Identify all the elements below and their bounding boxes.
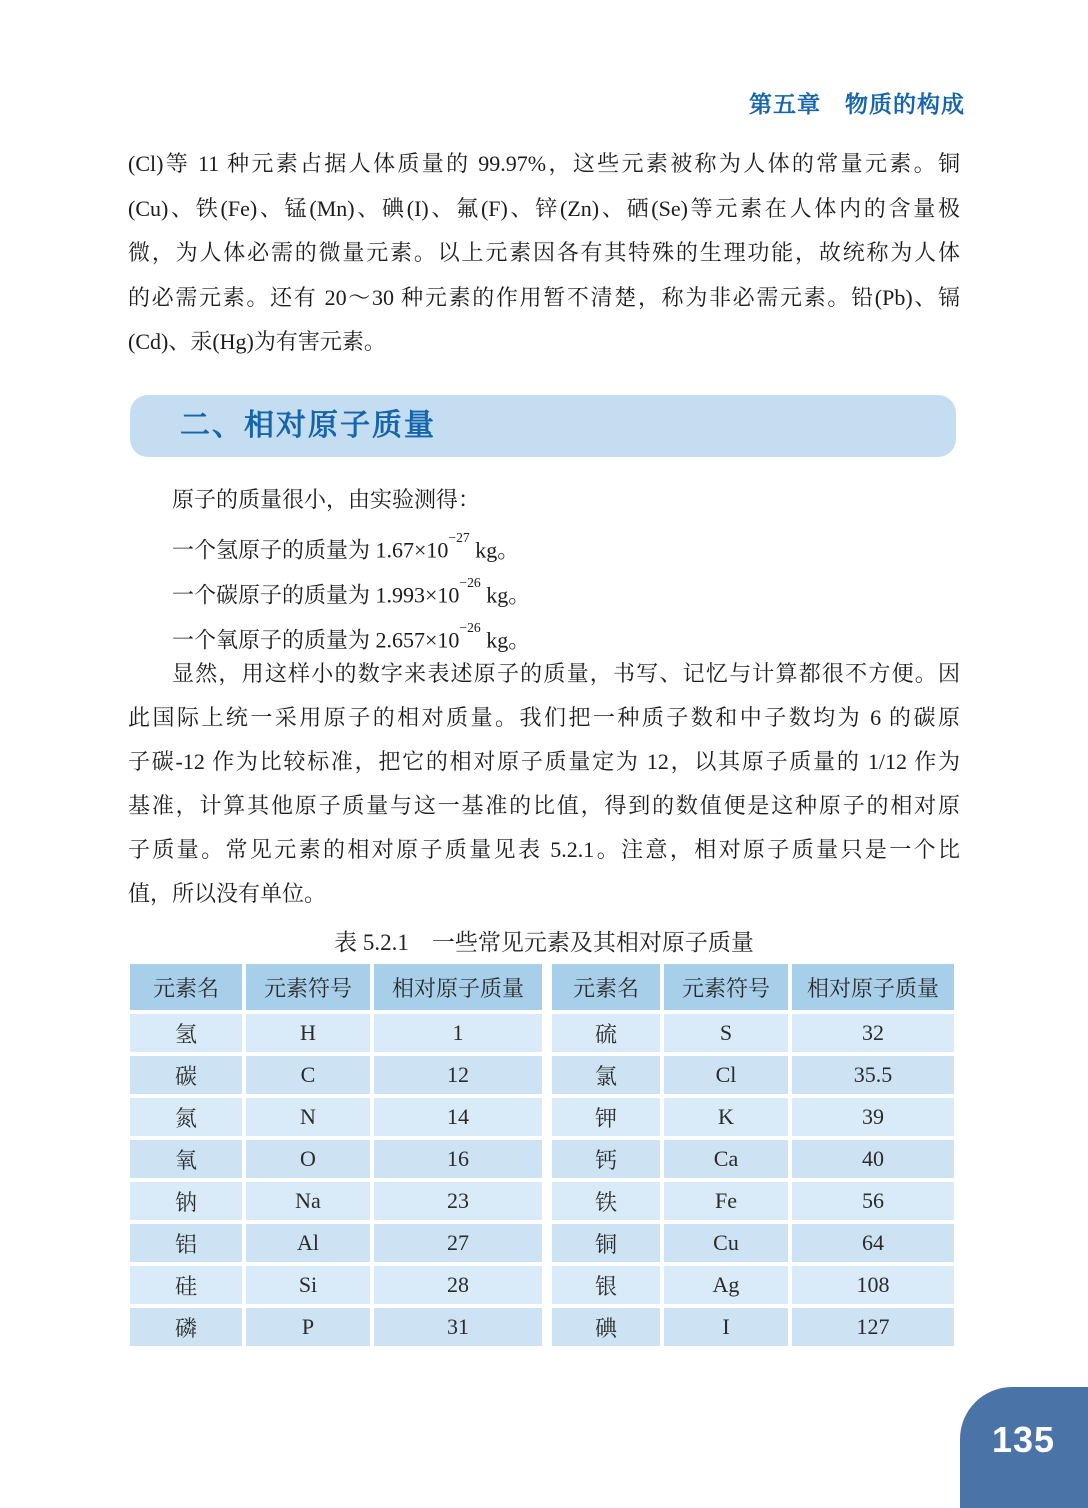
text-line: 值，所以没有单位。 [128,881,327,906]
element-symbol-cell: H [246,1014,370,1052]
exponent: −26 [459,574,481,590]
column-header-element-name: 元素名 [552,964,660,1010]
page-number-badge [960,1387,1088,1508]
mass-unit: kg。 [480,582,531,608]
column-header-relative-mass: 相对原子质量 [374,964,542,1010]
element-name-cell: 硫 [552,1014,660,1052]
element-symbol-cell: Al [246,1224,370,1262]
relative-atomic-mass-table [126,960,976,1350]
table-header-row [552,964,954,1010]
mass-unit: kg。 [469,537,520,563]
atomic-mass-cell: 14 [374,1098,542,1136]
table-row [552,1098,954,1136]
element-symbol-cell: N [246,1098,370,1136]
text-line: 微，为人体必需的微量元素。以上元素因各有其特殊的生理功能，故统称为人体 [128,240,960,265]
atomic-mass-cell: 12 [374,1056,542,1094]
text-line: (Cl)等 11 种元素占据人体质量的 99.97%，这些元素被称为人体的常量元素。铜 [128,151,960,176]
table-row [130,1182,542,1220]
element-symbol-cell: C [246,1056,370,1094]
element-symbol-cell: O [246,1140,370,1178]
atomic-mass-cell: 108 [792,1266,954,1304]
table-row [130,1308,542,1346]
text-line: 原子的质量很小，由实验测得： [172,487,481,512]
chapter-header: 第五章 物质的构成 [749,91,965,117]
text-line: 显然，用这样小的数字来表述原子的质量，书写、记忆与计算都很不方便。因 [172,661,960,686]
paragraph-relative-mass [128,652,960,916]
table-row [552,1014,954,1052]
atomic-mass-cell: 27 [374,1224,542,1262]
text-line: 基准，计算其他原子质量与这一基准的比值，得到的数值便是这种原子的相对原 [128,793,960,818]
atomic-mass-line [128,567,960,612]
element-symbol-cell: Na [246,1182,370,1220]
section-heading-box [130,395,956,457]
table-row [552,1182,954,1220]
atomic-mass-cell: 35.5 [792,1056,954,1094]
text-line: 的必需元素。还有 20～30 种元素的作用暂不清楚，称为非必需元素。铅(Pb)、镉 [128,284,960,310]
page-number: 135 [992,1419,1056,1460]
table-row [130,1266,542,1304]
text-line: (Cu)、铁(Fe)、锰(Mn)、碘(I)、氟(F)、锌(Zn)、硒(Se)等元素在人体内的含量极 [128,195,960,221]
text-line: (Cd)、汞(Hg)为有害元素。 [128,329,386,354]
element-name-cell: 氮 [130,1098,242,1136]
element-symbol-cell: Si [246,1266,370,1304]
atomic-mass-cell: 1 [374,1014,542,1052]
atomic-mass-cell: 56 [792,1182,954,1220]
paragraph-atomic-mass [128,477,960,657]
element-symbol-cell: Fe [664,1182,788,1220]
element-symbol-cell: Ag [664,1266,788,1304]
table-row [552,1308,954,1346]
table-row [130,1098,542,1136]
element-name-cell: 钾 [552,1098,660,1136]
atomic-mass-cell: 39 [792,1098,954,1136]
column-header-element-symbol: 元素符号 [664,964,788,1010]
element-name-cell: 钙 [552,1140,660,1178]
table-caption: 表 5.2.1 一些常见元素及其相对原子质量 [334,930,754,955]
atomic-mass-cell: 127 [792,1308,954,1346]
element-name-cell: 钠 [130,1182,242,1220]
element-name-cell: 银 [552,1266,660,1304]
element-table-left [126,960,546,1350]
section-heading: 二、相对原子质量 [180,409,436,442]
atomic-mass-line [128,612,960,657]
element-name-cell: 氯 [552,1056,660,1094]
table-row [130,1224,542,1262]
text-line: 此国际上统一采用原子的相对质量。我们把一种质子数和中子数均为 6 的碳原 [128,705,960,730]
table-row [552,1266,954,1304]
column-header-relative-mass: 相对原子质量 [792,964,954,1010]
element-name-cell: 碳 [130,1056,242,1094]
table-header-row [130,964,542,1010]
text-line: 子质量。常见元素的相对原子质量见表 5.2.1。注意，相对原子质量只是一个比 [128,837,960,862]
column-header-element-name: 元素名 [130,964,242,1010]
element-name-cell: 硅 [130,1266,242,1304]
element-table-right [548,960,958,1350]
element-symbol-cell: S [664,1014,788,1052]
element-name-cell: 铜 [552,1224,660,1262]
mass-value: 一个氢原子的质量为 1.67×10 [172,537,449,563]
atomic-mass-cell: 31 [374,1308,542,1346]
column-header-element-symbol: 元素符号 [246,964,370,1010]
table-row [130,1140,542,1178]
atomic-mass-cell: 28 [374,1266,542,1304]
table-row [552,1056,954,1094]
element-name-cell: 铁 [552,1182,660,1220]
element-symbol-cell: I [664,1308,788,1346]
element-name-cell: 铝 [130,1224,242,1262]
atomic-mass-cell: 23 [374,1182,542,1220]
element-symbol-cell: Cl [664,1056,788,1094]
atomic-mass-line [128,522,960,567]
atomic-mass-cell: 64 [792,1224,954,1262]
paragraph-essential-elements [128,142,960,365]
atomic-mass-cell: 40 [792,1140,954,1178]
mass-value: 一个氧原子的质量为 2.657×10 [172,627,460,653]
text-line: 子碳-12 作为比较标准，把它的相对原子质量定为 12，以其原子质量的 1/12 作为 [128,749,960,774]
table-row [552,1140,954,1178]
mass-value: 一个碳原子的质量为 1.993×10 [172,582,460,608]
element-symbol-cell: Cu [664,1224,788,1262]
element-symbol-cell: Ca [664,1140,788,1178]
exponent: −26 [459,619,481,635]
element-name-cell: 磷 [130,1308,242,1346]
element-name-cell: 氢 [130,1014,242,1052]
element-name-cell: 碘 [552,1308,660,1346]
element-symbol-cell: P [246,1308,370,1346]
table-row [130,1056,542,1094]
element-symbol-cell: K [664,1098,788,1136]
element-name-cell: 氧 [130,1140,242,1178]
exponent: −27 [448,529,470,545]
mass-unit: kg。 [480,627,531,653]
atomic-mass-cell: 16 [374,1140,542,1178]
atomic-mass-cell: 32 [792,1014,954,1052]
table-row [130,1014,542,1052]
table-row [552,1224,954,1262]
